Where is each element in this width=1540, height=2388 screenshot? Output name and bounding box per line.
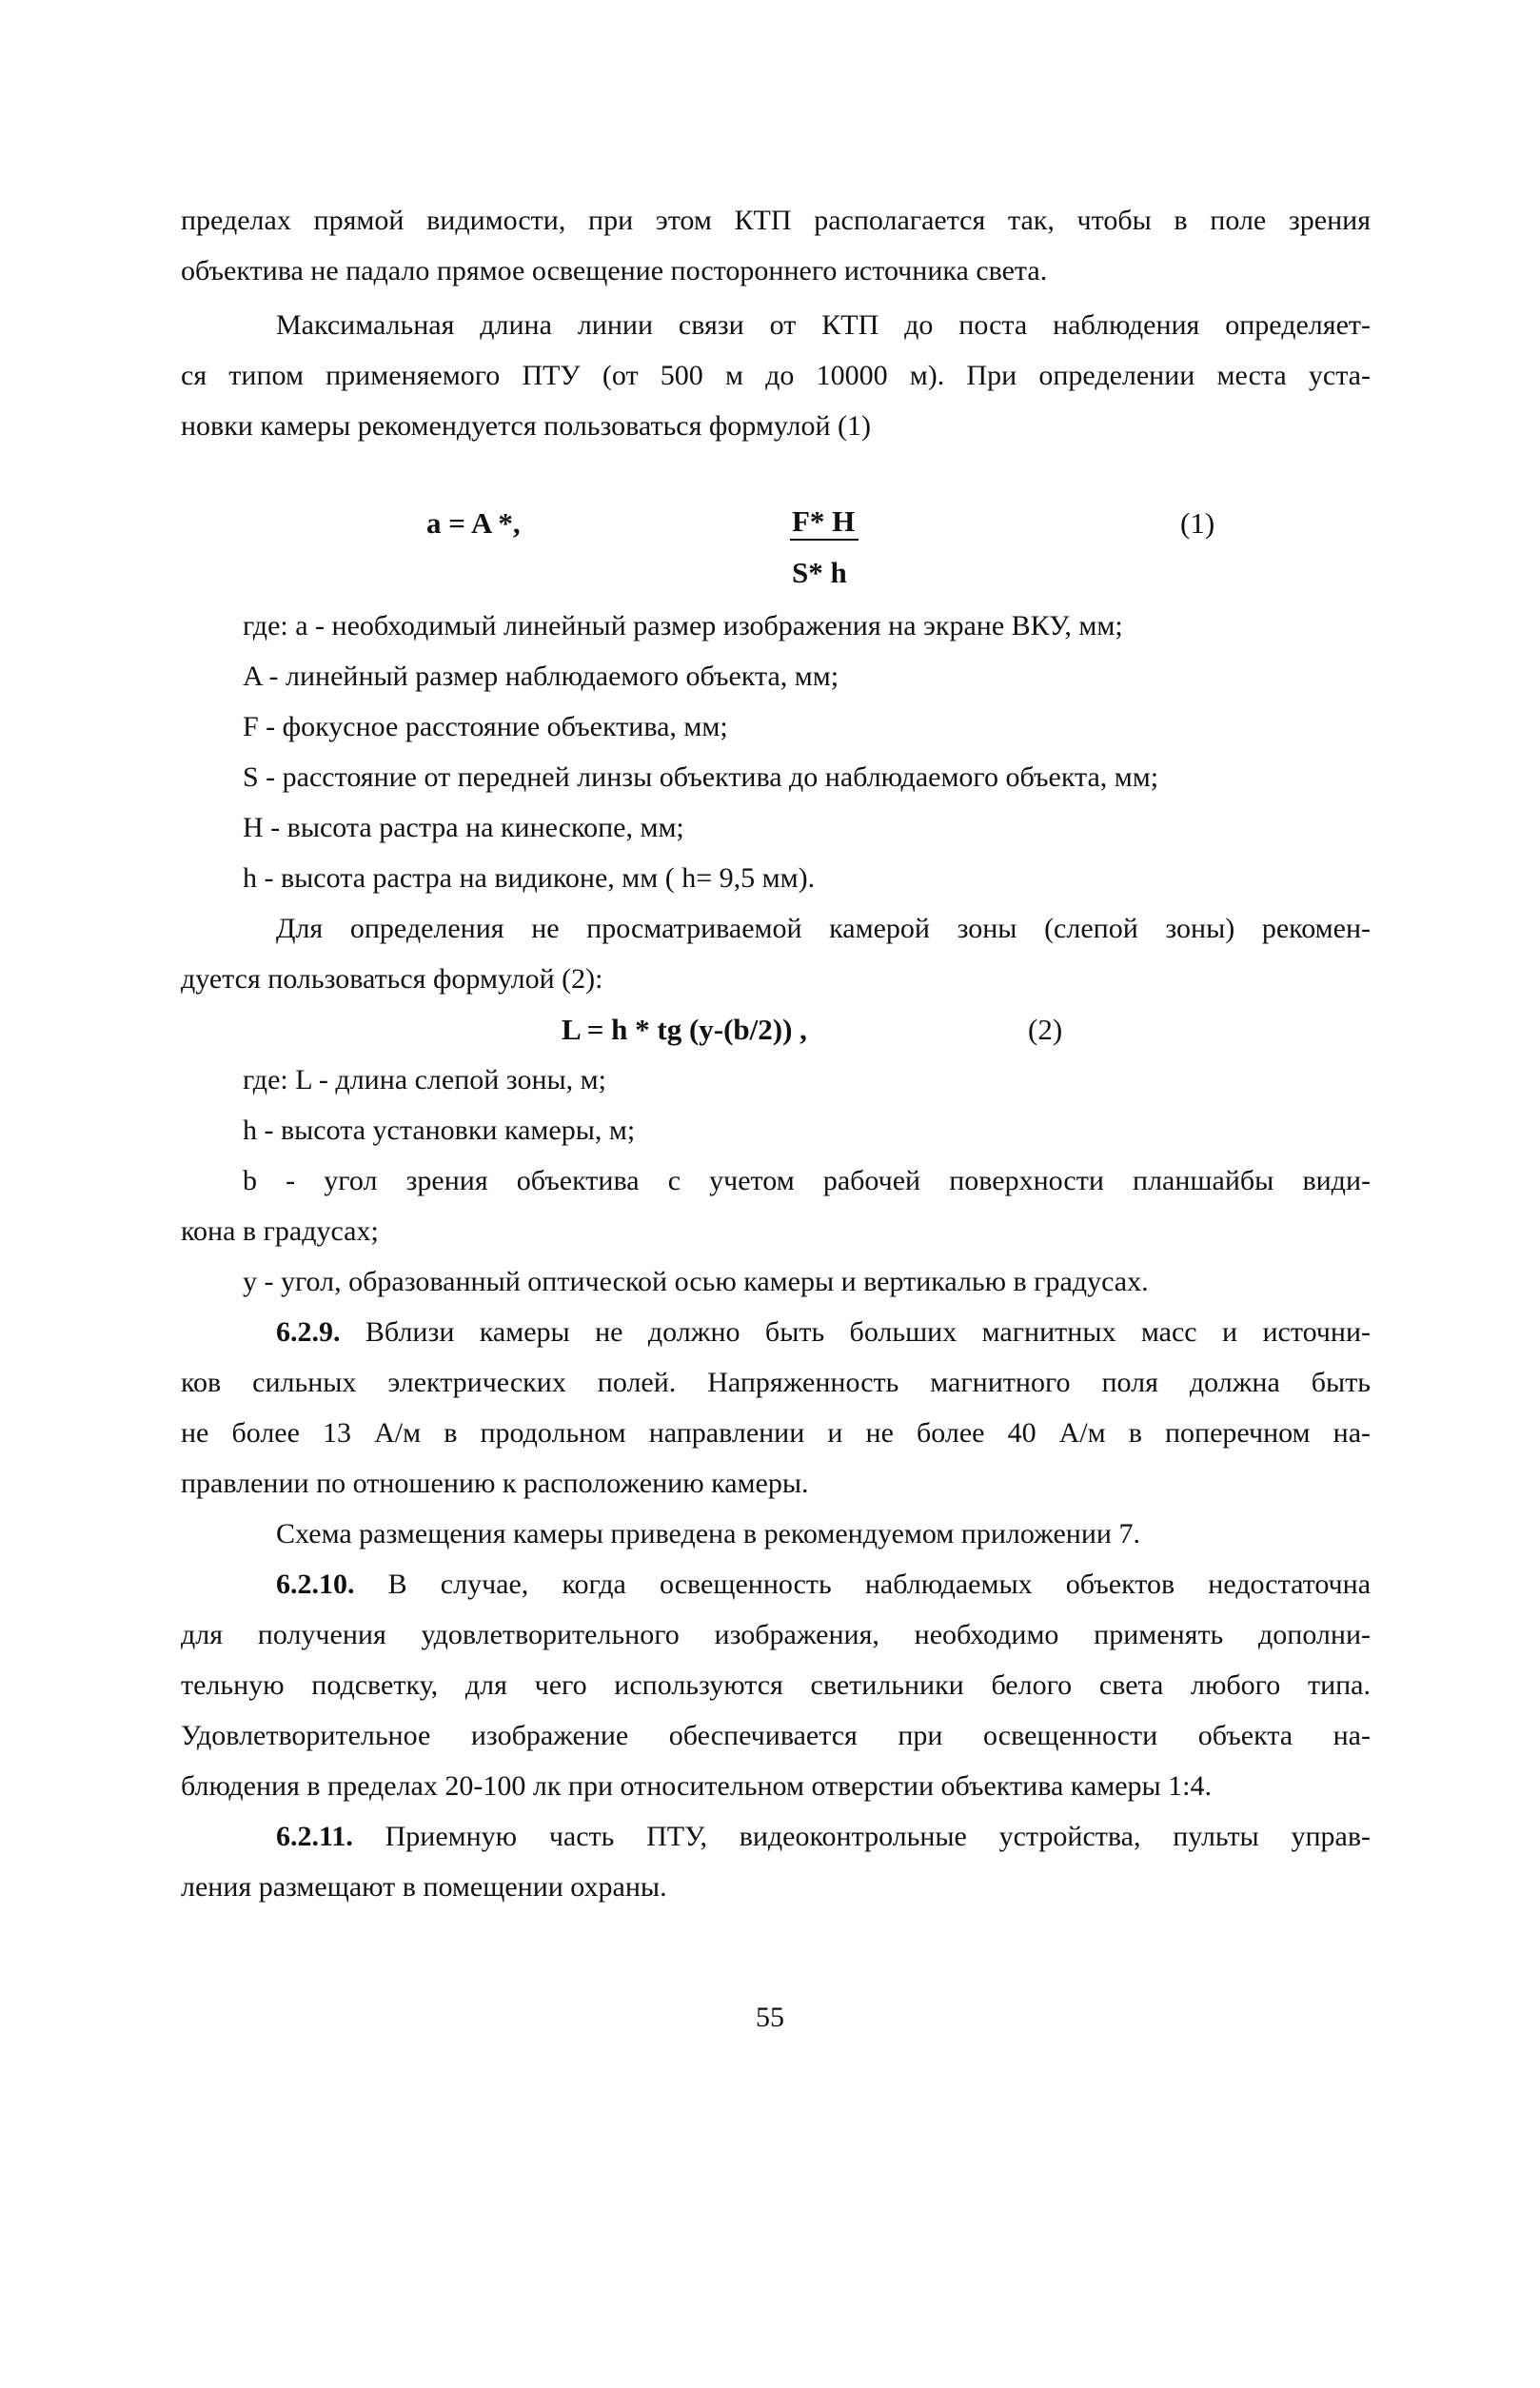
formula-1-numerator: F* H [792,504,856,538]
text-line: 6.2.10. В случае, когда освещенность наблюдаемых объектов недостаточна [276,1569,1372,1600]
text-line: ся типом применяемого ПТУ (от 500 м до 10000 м). При определении места уста- [181,360,1371,391]
definition-line: A - линейный размер наблюдаемого объекта, мм; [243,661,839,692]
formula-1-number: (1) [1180,506,1215,540]
text-line: 6.2.11. Приемную часть ПТУ, видеоконтрольные устройства, пульты управ- [276,1821,1371,1852]
text-line: объектива не падало прямое освещение постороннего источника света. [181,255,1048,286]
text-line: для получения удовлетворительного изображения, необходимо применять дополни- [181,1619,1371,1650]
section-number: 6.2.9. [276,1316,341,1348]
formula-2: L = h * tg (y-(b/2)) , [562,1013,807,1046]
text-line: не более 13 А/м в продольном направлении и не более 40 А/м в поперечном на- [181,1417,1371,1449]
definition-line: где: L - длина слепой зоны, м; [243,1064,607,1095]
text-line: Схема размещения камеры приведена в рекомендуемом приложении 7. [276,1518,1140,1549]
definition-line: H - высота растра на кинескопе, мм; [243,812,684,843]
text-line: ления размещают в помещении охраны. [181,1871,667,1903]
definition-line: F - фокусное расстояние объектива, мм; [243,711,728,742]
text-line: Удовлетворительное изображение обеспечивается при освещенности объекта на- [181,1720,1371,1751]
text-line: дуется пользоваться формулой (2): [181,963,603,995]
definition-line: y - угол, образованный оптической осью камеры и вертикалью в градусах. [243,1266,1149,1297]
text-line: пределах прямой видимости, при этом КТП располагается так, чтобы в поле зрения [181,205,1371,236]
text-line: правлении по отношению к расположению камеры. [181,1468,809,1499]
definition-line: h - высота растра на видиконе, мм ( h= 9,5 мм). [243,862,816,894]
definition-line: h - высота установки камеры, м; [243,1115,636,1146]
text-line: Для определения не просматриваемой камерой зоны (слепой зоны) рекомен- [276,913,1371,944]
page-number: 55 [756,2002,784,2033]
definition-line: где: a - необходимый линейный размер изображения на экране ВКУ, мм; [243,610,1123,641]
definition-line: S - расстояние от передней линзы объектива до наблюдаемого объекта, мм; [243,761,1159,793]
definition-line: b - угол зрения объектива с учетом рабочей поверхности планшайбы види- [243,1165,1371,1196]
text-line: 6.2.9. Вблизи камеры не должно быть больших магнитных масс и источни- [276,1316,1371,1348]
section-number: 6.2.10. [276,1569,355,1600]
formula-1-denominator: S* h [792,556,847,589]
text-line: ков сильных электрических полей. Напряженность магнитного поля должна быть [181,1367,1371,1398]
definition-line: кона в градусах; [181,1215,379,1247]
formula-1-left: a = A *, [426,506,521,540]
text-line: новки камеры рекомендуется пользоваться формулой (1) [181,410,872,442]
formula-2-number: (2) [1028,1013,1063,1046]
fraction-bar [790,539,859,541]
text-line: тельную подсветку, для чего используются светильники белого света любого типа. [181,1669,1371,1701]
section-number: 6.2.11. [276,1821,353,1852]
text-line: блюдения в пределах 20-100 лк при относительном отверстии объектива камеры 1:4. [181,1770,1213,1802]
text-line: Максимальная длина линии связи от КТП до поста наблюдения определяет- [276,309,1371,341]
